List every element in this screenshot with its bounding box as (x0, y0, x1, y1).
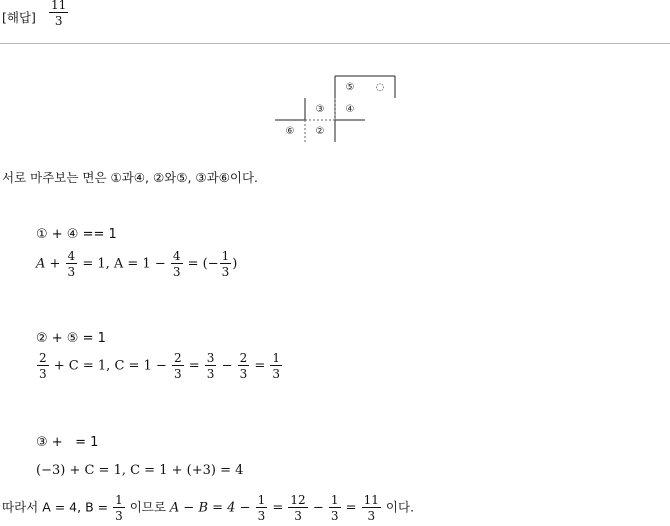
eq-text: A − B = 4 − (169, 500, 255, 516)
net-cell-label: ◌ (375, 82, 385, 93)
equation-1-line1: ① + ④ == 1 (36, 227, 117, 242)
numerator: 1 (221, 249, 230, 263)
equation-2-line2 (36, 352, 283, 380)
numerator: 2 (39, 351, 47, 365)
numerator: 2 (173, 351, 182, 365)
facing-faces-text: 서로 마주보는 면은 ①과④, ②와⑤, ③과⑥이다. (2, 170, 258, 185)
net-cell-label: ⑤ (345, 82, 355, 93)
answer-value (48, 0, 69, 27)
numerator: 1 (330, 493, 339, 507)
fraction (66, 250, 78, 278)
eq-text: − (308, 500, 328, 516)
eq-text: ) (232, 256, 238, 272)
eq-text: = 1, A = 1 − (78, 256, 170, 272)
eq-text: = (268, 500, 288, 516)
eq-text: A + (36, 256, 65, 272)
denominator: 3 (173, 367, 182, 381)
equation-3-line1: ③ + = 1 (36, 435, 99, 450)
fraction (288, 494, 307, 522)
denominator: 3 (206, 367, 215, 381)
numerator: 11 (363, 493, 379, 507)
fraction (37, 352, 49, 380)
denominator: 3 (221, 265, 230, 279)
equation-2-line1: ② + ⑤ = 1 (36, 331, 106, 346)
numerator: 1 (257, 493, 266, 507)
fraction (171, 250, 183, 278)
denominator: 3 (367, 509, 376, 523)
eq-text: = (− (183, 256, 219, 272)
fraction (270, 352, 282, 380)
conclusion-text: 이다. (381, 499, 415, 515)
fraction (205, 352, 217, 380)
denominator: 3 (330, 509, 339, 523)
eq-text: = (184, 358, 204, 374)
conclusion-text: 이므로 (125, 499, 170, 515)
numerator: 1 (272, 351, 281, 365)
denominator: 3 (272, 367, 281, 381)
denominator: 3 (115, 509, 123, 523)
answer-numerator: 11 (51, 0, 67, 12)
fraction (329, 494, 341, 522)
equation-3-line2: (−3) + C = 1, C = 1 + (+3) = 4 (36, 463, 244, 478)
fraction (256, 494, 268, 522)
eq-text: = (250, 358, 270, 374)
answer-denominator: 3 (54, 14, 63, 28)
equation-1-line2 (36, 250, 237, 278)
numerator: 12 (290, 493, 306, 507)
denominator: 3 (257, 509, 266, 523)
denominator: 3 (172, 265, 181, 279)
denominator: 3 (294, 509, 302, 523)
answer-fraction (49, 0, 68, 27)
net-cell-label: ④ (345, 104, 355, 115)
fraction (238, 352, 250, 380)
net-cell-label: ③ (315, 104, 325, 115)
numerator: 4 (172, 249, 181, 263)
conclusion-text: 따라서 A = 4, B = (2, 499, 113, 515)
divider (0, 43, 670, 44)
denominator: 3 (67, 265, 76, 279)
eq-text: = (341, 500, 361, 516)
net-cell-label: ⑥ (285, 126, 295, 137)
net-cell-label: ② (315, 126, 325, 137)
fraction (220, 250, 232, 278)
eq-text: − (217, 358, 237, 374)
numerator: 3 (206, 351, 215, 365)
denominator: 3 (39, 367, 47, 381)
conclusion-line (2, 494, 414, 522)
numerator: 4 (67, 249, 76, 263)
denominator: 3 (239, 367, 248, 381)
fraction (113, 494, 125, 522)
numerator: 2 (239, 351, 248, 365)
fraction (362, 494, 381, 522)
answer-label: [해답] (2, 10, 36, 25)
fraction (172, 352, 184, 380)
cube-net-diagram (270, 72, 400, 144)
eq-text: + C = 1, C = 1 − (49, 358, 171, 374)
numerator: 1 (115, 493, 123, 507)
